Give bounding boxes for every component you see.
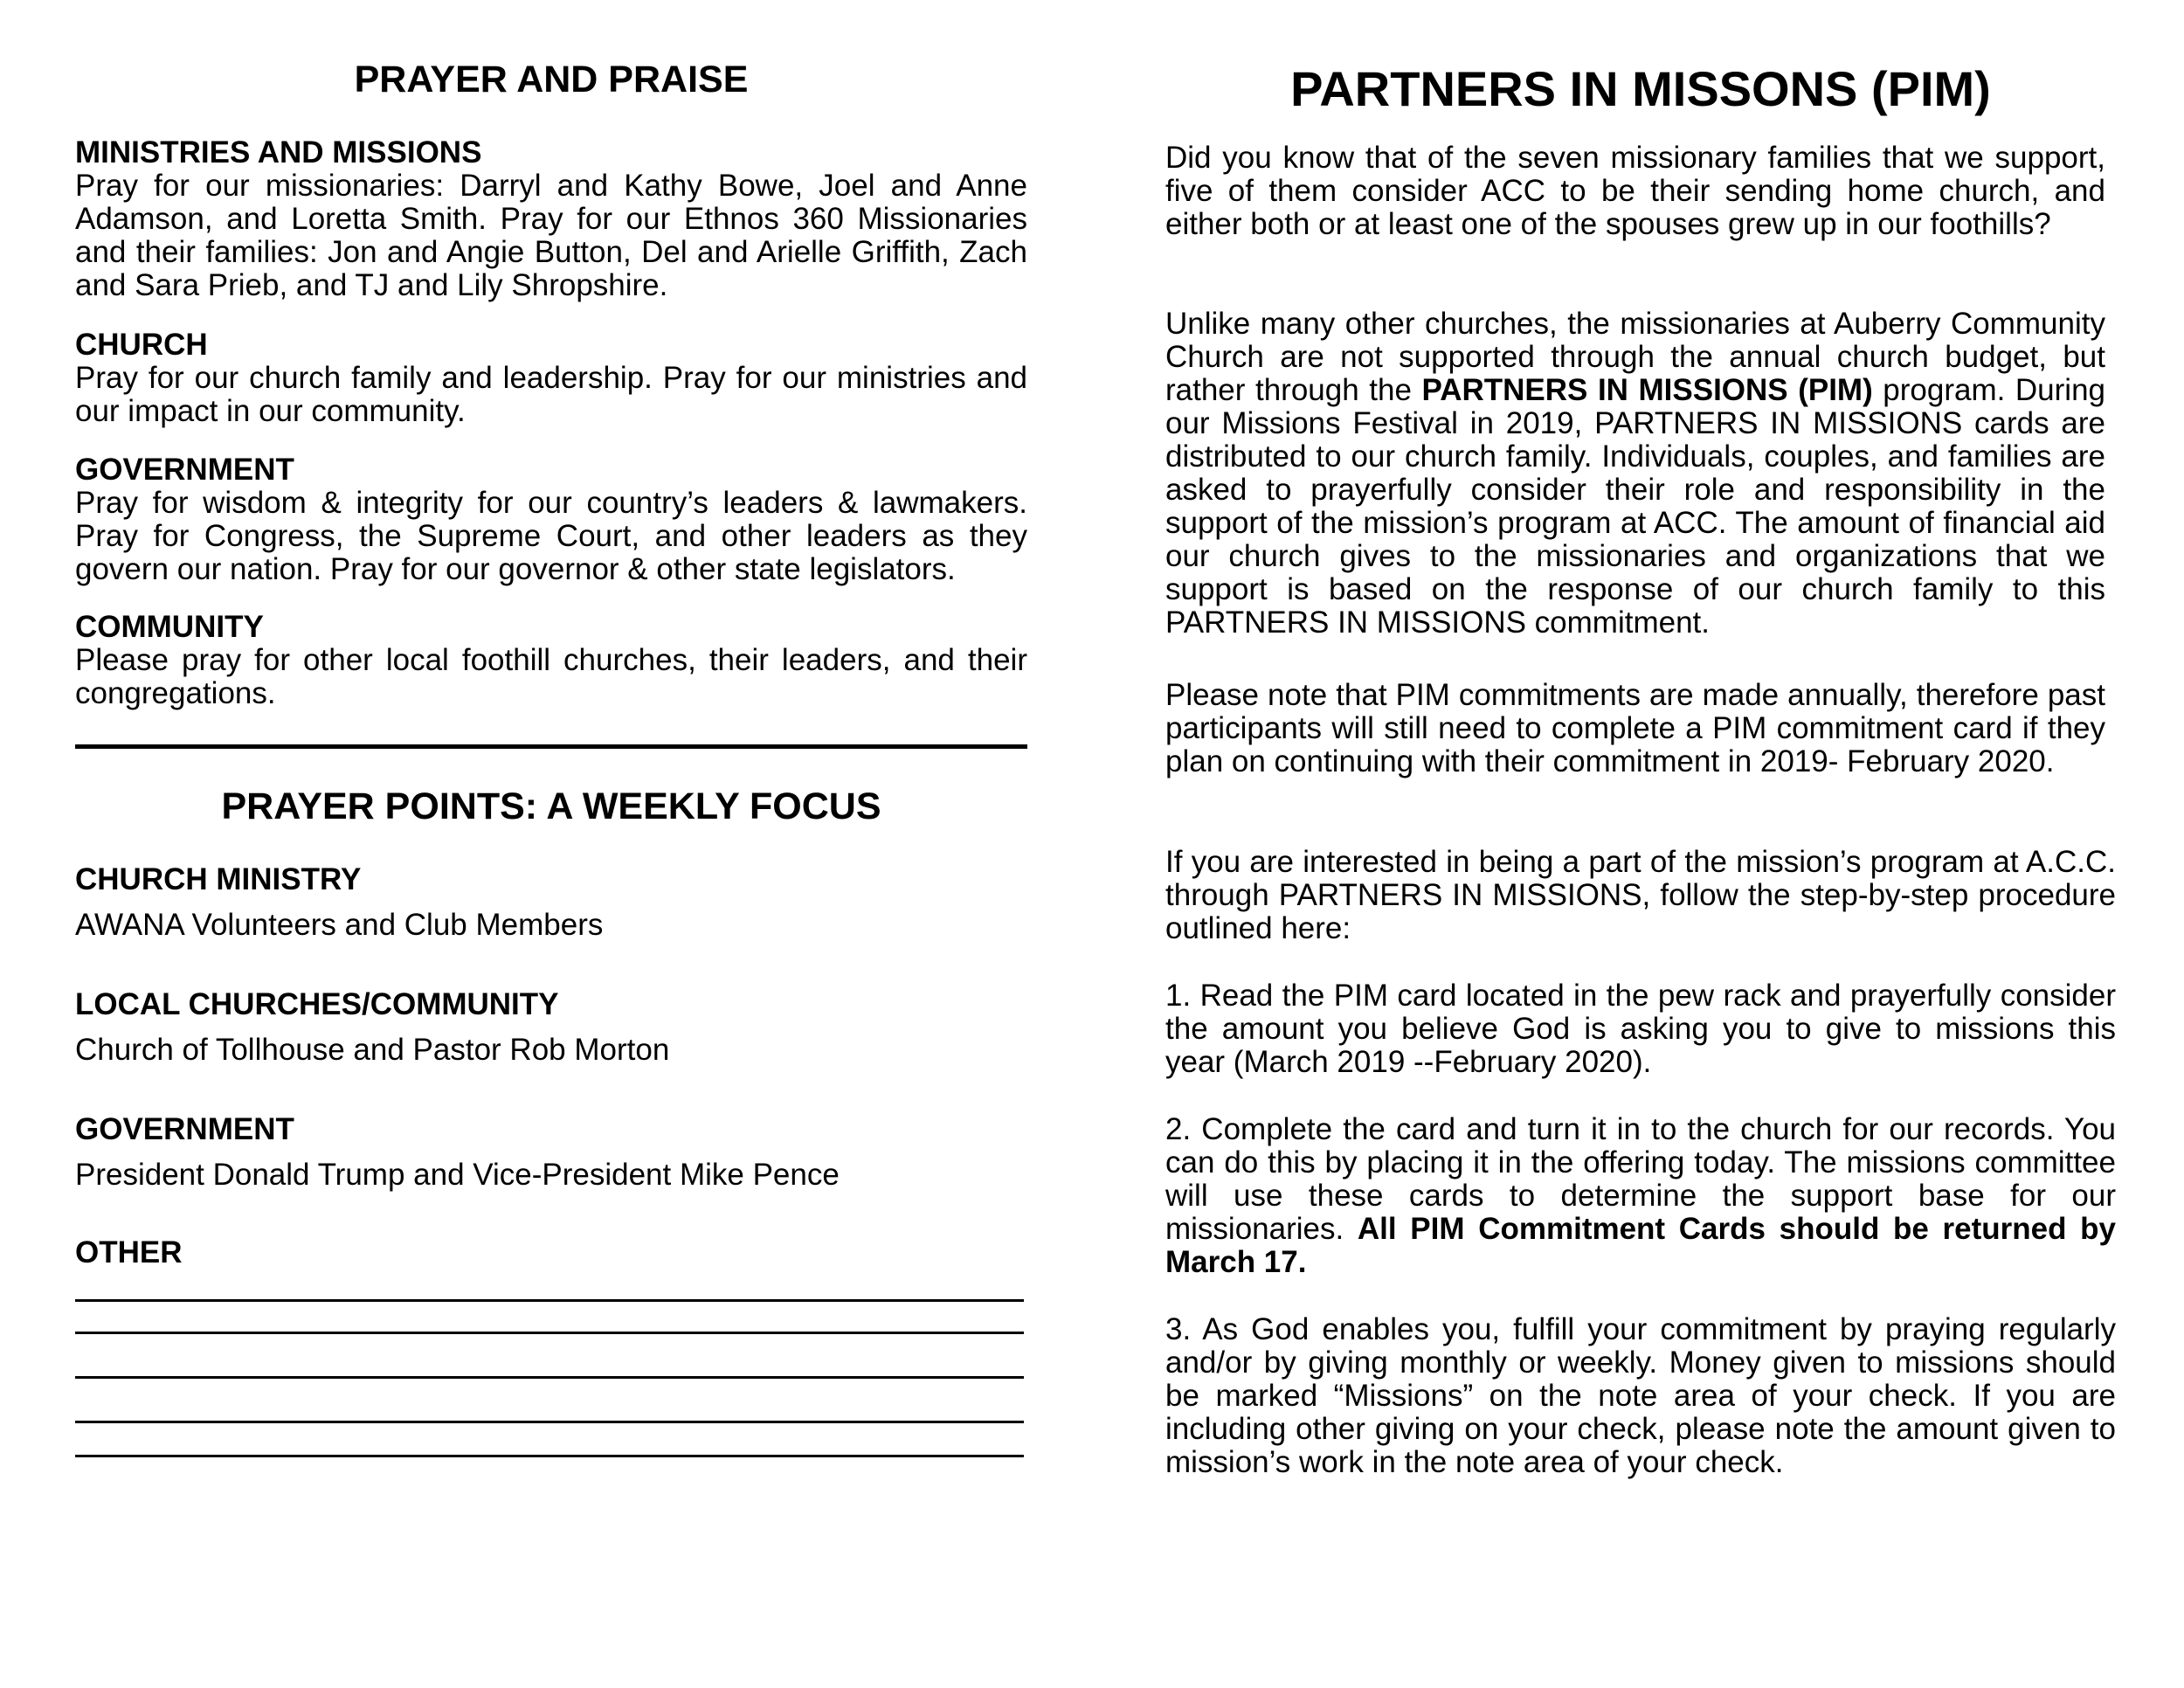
pim-program-text: Unlike many other churches, the missionaries at Auberry Community Church are not supported through the annual church budget, but rather through the bbox=[1165, 307, 2105, 407]
section-heading: GOVERNMENT bbox=[75, 453, 294, 487]
pim-program-paragraph bbox=[1165, 308, 2105, 640]
point-local-churches bbox=[75, 988, 1027, 1067]
pim-step-1: 1. Read the PIM card located in the pew rack and prayerfully consider the amount you believe God is asking you to give to missions this year (March 2019 --February 2020). bbox=[1165, 979, 2116, 1079]
write-in-line bbox=[75, 1332, 1024, 1334]
section-text: Please pray for other local foothill churches, their leaders, and their congregations. bbox=[75, 643, 1027, 710]
point-government bbox=[75, 1113, 1027, 1192]
section-text: Pray for our church family and leadership. Pray for our ministries and our impact in our community. bbox=[75, 361, 1027, 428]
pim-step-2-deadline: All PIM Commitment Cards should be returned by March 17. bbox=[1165, 1212, 2117, 1279]
point-value: Church of Tollhouse and Pastor Rob Morton bbox=[75, 1033, 670, 1067]
section-divider bbox=[75, 744, 1027, 749]
pim-step-3: 3. As God enables you, fulfill your commitment by praying regularly and/or by giving monthly or weekly. Money given to missions should be marked “Missions” on the note area of your check. If you are including other giving on your check, please note the amount given to mission’s work in the note area of your check. bbox=[1165, 1312, 2116, 1479]
prayer-points-title: PRAYER POINTS: A WEEKLY FOCUS bbox=[221, 785, 881, 827]
section-heading: COMMUNITY bbox=[75, 610, 264, 644]
section-heading: CHURCH bbox=[75, 328, 208, 362]
point-other bbox=[75, 1236, 1027, 1269]
point-heading: CHURCH MINISTRY bbox=[75, 862, 362, 896]
section-text: Pray for our missionaries: Darryl and Kathy Bowe, Joel and Anne Adamson, and Loretta Smith. Pray for our Ethnos 360 Missionaries and their families: Jon and Angie Button, Del and Arielle Griffith, Zach and Sara Prieb, and TJ and Lily Shropshire. bbox=[75, 169, 1027, 302]
pim-step-2 bbox=[1165, 1113, 2116, 1279]
section-heading: MINISTRIES AND MISSIONS bbox=[75, 135, 482, 169]
point-heading: LOCAL CHURCHES/COMMUNITY bbox=[75, 987, 559, 1021]
point-value: AWANA Volunteers and Club Members bbox=[75, 908, 604, 942]
pim-program-name: PARTNERS IN MISSIONS (PIM) bbox=[1421, 373, 1873, 407]
section-church bbox=[75, 329, 1027, 428]
write-in-line bbox=[75, 1455, 1024, 1457]
section-government bbox=[75, 453, 1027, 586]
write-in-line bbox=[75, 1376, 1024, 1379]
write-in-line bbox=[75, 1421, 1024, 1423]
pim-interest: If you are interested in being a part of the mission’s program at A.C.C. through PARTNERS IN MISSIONS, follow the step-by-step procedure outlined here: bbox=[1165, 845, 2116, 945]
point-value: President Donald Trump and Vice-President Mike Pence bbox=[75, 1158, 840, 1192]
section-ministries-missions bbox=[75, 136, 1027, 302]
pim-step-2-text: 2. Complete the card and turn it in to the church for our records. You can do this by placing it in the offering today. The missions committee will use these cards to determine the support base for our missionaries. bbox=[1165, 1112, 2116, 1246]
point-heading: OTHER bbox=[75, 1235, 183, 1269]
pim-intro: Did you know that of the seven missionary families that we support, five of them consider ACC to be their sending home church, and either both or at least one of the spouses grew up in our foothills? bbox=[1165, 141, 2105, 241]
section-text: Pray for wisdom & integrity for our country’s leaders & lawmakers. Pray for Congress, the Supreme Court, and other leaders as they govern our nation. Pray for our governor & other state legislators. bbox=[75, 486, 1027, 586]
write-in-line bbox=[75, 1299, 1024, 1302]
section-community bbox=[75, 611, 1027, 710]
point-heading: GOVERNMENT bbox=[75, 1112, 294, 1146]
pim-annual-note: Please note that PIM commitments are made annually, therefore past participants will still need to complete a PIM commitment card if they plan on continuing with their commitment in 2019- February 2020. bbox=[1165, 678, 2105, 778]
pim-title: PARTNERS IN MISSONS (PIM) bbox=[1290, 61, 1991, 116]
pim-program-text-cont: program. During our Missions Festival in 2019, PARTNERS IN MISSIONS cards are distributed to our church family. Individuals, couples, and families are asked to prayerfully consider their role and responsibility in the support of the mission’s program at ACC. The amount of financial aid our church gives to the missionaries and organizations that we support is based on the response of our church family to this PARTNERS IN MISSIONS commitment. bbox=[1165, 373, 2106, 640]
prayer-praise-title: PRAYER AND PRAISE bbox=[354, 59, 749, 100]
point-church-ministry bbox=[75, 863, 1027, 942]
